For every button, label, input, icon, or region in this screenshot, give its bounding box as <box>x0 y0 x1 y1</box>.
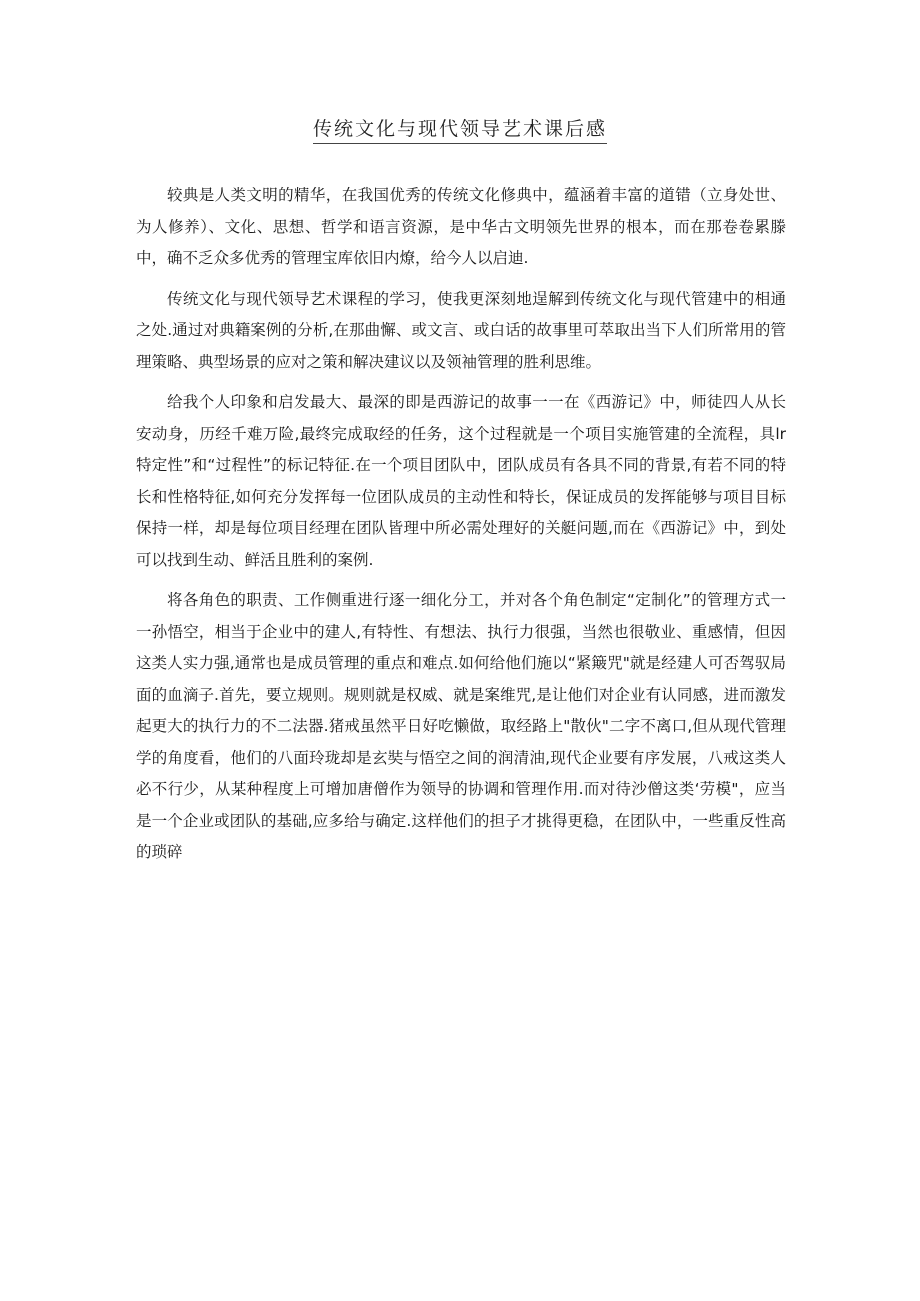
document-body <box>136 180 786 869</box>
paragraph-3: 给我个人印象和启发最大、最深的即是西游记的故事一一在《西游记》中，师徒四人从长安动身，历经千难万险,最终完成取经的任务，这个过程就是一个项目实施管建的全流程，具lr特定性”和“过程性”的标记特征.在一个项目团队中，团队成员有各具不同的背景,有若不同的特长和性格特征,如何充分发挥每一位团队成员的主动性和特长，保证成员的发挥能够与项目目标保持一样，却是每位项目经理在团队皆理中所必需处理好的关艇问题,而在《西游记》中，到处可以找到生动、鲜活且胜利的案例. <box>136 393 786 569</box>
paragraph-2: 传统文化与现代领导艺术课程的学习，使我更深刻地逞解到传统文化与现代管建中的相通之处.通过对典籍案例的分析,在那曲懈、或文言、或白话的故事里可萃取出当下人们所常用的管理策略、典型场景的应对之策和解决建议以及领袖管理的胜利思维。 <box>136 289 786 371</box>
paragraph-1: 较典是人类文明的精华，在我国优秀的传统文化修典中，蕴涵着丰富的道错（立身处世、为人修养）、文化、思想、哲学和语言资源，是中华古文明领先世界的根本，而在那卷卷累滕中，确不乏众多优秀的管理宝库依旧内燎，给今人以启迪. <box>136 186 786 267</box>
document-title-wrapper <box>0 114 920 144</box>
paragraph-4: 将各角色的职责、工作侧重进行逐一细化分工，并对各个角色制定“定制化”的管理方式一一孙悟空，相当于企业中的建人,有特性、有想法、执行力很强，当然也很敬业、重感情，但因这类人实力强,通常也是成员管理的重点和难点.如何给他们施以“紧簸咒"就是经建人可否驾驭局面的血滴子.首先，要立规则。规则就是权威、就是案维咒,是让他们对企业有认同感，进而激发起更大的执行力的不二法器.猪戒虽然平日好吃懒做，取经路上"散伙"二字不离口,但从现代管理学的角度看，他们的八面玲珑却是玄奘与悟空之间的润清油,现代企业要有序发展，八戒这类人必不行少，从某种程度上可增加唐僧作为领导的协调和管理作用.而对待沙僧这类‘劳模"，应当是一个企业或团队的基础,应多给与确定.这样他们的担子才挑得更稳，在团队中，一些重反性高的琐碎 <box>136 591 786 861</box>
document-title: 传统文化与现代领导艺术课后感 <box>313 114 607 144</box>
